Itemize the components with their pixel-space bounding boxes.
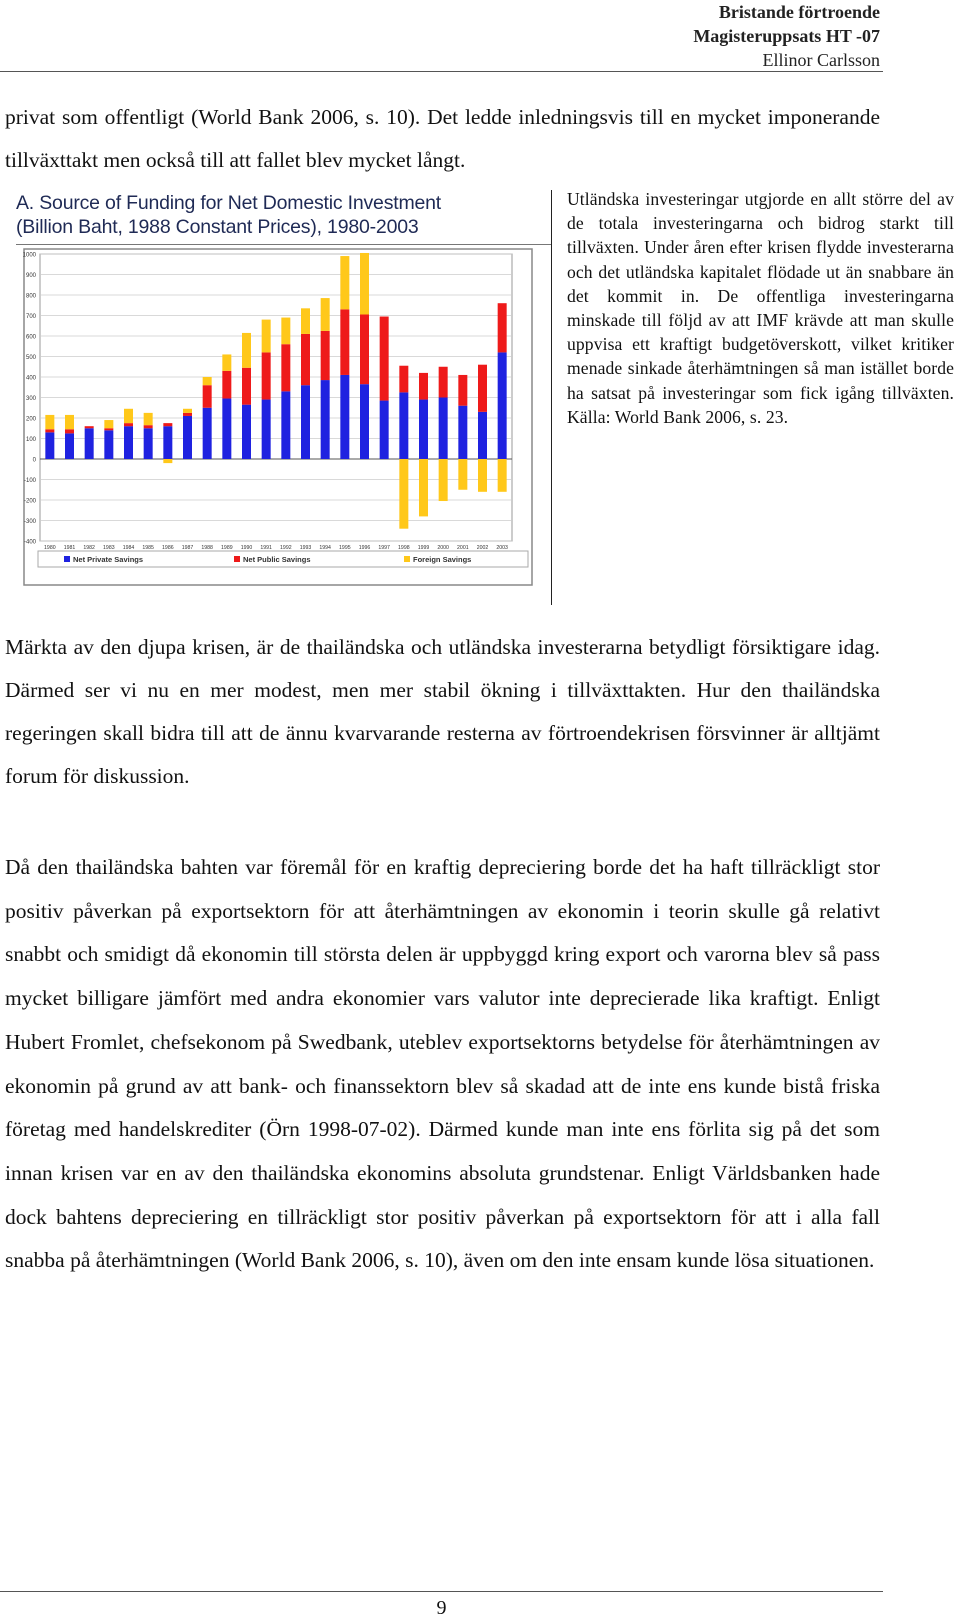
x-tick-label: 2001 <box>457 545 469 551</box>
bar-segment <box>419 400 428 459</box>
x-tick-label: 1999 <box>417 545 430 551</box>
y-tick-label: 100 <box>25 437 36 443</box>
bar-segment <box>163 426 172 459</box>
bar-segment <box>478 365 487 412</box>
y-tick-label: 500 <box>25 355 36 361</box>
bar-segment <box>124 426 133 459</box>
bar-segment <box>262 320 271 353</box>
bar-segment <box>163 459 172 463</box>
bar-segment <box>222 399 231 459</box>
bar-segment <box>498 459 507 492</box>
y-tick-label: 0 <box>32 457 36 464</box>
bar-segment <box>301 385 310 459</box>
bar-segment <box>439 367 448 398</box>
bar-segment <box>340 375 349 459</box>
x-tick-label: 1982 <box>83 545 95 551</box>
bar-segment <box>163 423 172 426</box>
header-subtitle: Magisteruppsats HT -07 <box>693 26 880 46</box>
bar-segment <box>262 352 271 399</box>
bar-segment <box>144 425 153 428</box>
bar-segment <box>45 432 54 459</box>
bar-segment <box>340 256 349 309</box>
x-tick-label: 1981 <box>63 545 76 551</box>
bar-segment <box>458 459 467 490</box>
bar-segment <box>85 426 94 428</box>
bar-segment <box>321 298 330 331</box>
x-tick-label: 1987 <box>181 545 194 551</box>
running-header <box>693 0 880 72</box>
bar-segment <box>242 333 251 368</box>
chart-title: A. Source of Funding for Net Domestic Investment <box>16 192 442 214</box>
y-tick-label: 300 <box>25 396 36 402</box>
y-tick-label: -400 <box>23 539 36 546</box>
legend-swatch <box>64 556 70 562</box>
chart-title-rule <box>16 244 551 245</box>
bar-segment <box>104 420 113 428</box>
bar-segment <box>262 400 271 459</box>
y-tick-label: 1000 <box>22 252 36 259</box>
chart-figure <box>12 192 552 604</box>
x-tick-label: 1980 <box>44 545 56 551</box>
legend-swatch <box>404 556 410 562</box>
chart-subtitle: (Billion Baht, 1988 Constant Prices), 1980-2003 <box>16 216 419 238</box>
bar-segment <box>380 317 389 401</box>
bar-segment <box>478 459 487 492</box>
bar-segment <box>419 459 428 516</box>
bar-segment <box>242 405 251 459</box>
x-tick-label: 1995 <box>339 545 351 551</box>
y-tick-label: 700 <box>25 314 36 320</box>
bar-segment <box>124 409 133 423</box>
bar-segment <box>144 428 153 459</box>
bar-segment <box>360 384 369 459</box>
y-tick-label: 400 <box>25 375 36 382</box>
bar-segment <box>360 314 369 384</box>
bar-segment <box>301 308 310 334</box>
y-tick-label: -100 <box>23 478 36 484</box>
x-tick-label: 2003 <box>496 545 508 551</box>
x-tick-label: 1991 <box>260 545 272 551</box>
paragraph-top: privat som offentligt (World Bank 2006, s. 10). Det ledde inledningsvis till en mycket imponerande tillväxttakt men också till att fallet blev mycket långt. <box>5 105 880 172</box>
bar-segment <box>281 391 290 459</box>
bar-segment <box>104 430 113 459</box>
bar-segment <box>340 309 349 375</box>
y-tick-label: 200 <box>25 416 36 423</box>
page-number: 9 <box>436 1597 447 1619</box>
bar-segment <box>203 377 212 385</box>
x-tick-label: 2000 <box>437 545 449 551</box>
bar-segment <box>439 459 448 501</box>
bar-segment <box>222 371 231 399</box>
x-tick-label: 1990 <box>240 545 253 551</box>
y-tick-label: 600 <box>25 334 36 341</box>
bar-segment <box>45 415 54 429</box>
legend-label: Foreign Savings <box>413 555 472 564</box>
legend-label: Net Private Savings <box>73 555 144 564</box>
column-divider <box>551 190 552 605</box>
header-title: Bristande förtroende <box>718 2 880 22</box>
legend-swatch <box>234 556 240 562</box>
bar-segment <box>144 413 153 425</box>
bar-segment <box>183 416 192 459</box>
bar-segment <box>124 423 133 426</box>
x-tick-label: 1985 <box>142 545 154 551</box>
bar-segment <box>203 385 212 408</box>
x-tick-label: 1989 <box>221 545 233 551</box>
x-tick-label: 1983 <box>103 545 115 551</box>
bar-segment <box>498 303 507 352</box>
x-tick-label: 1992 <box>280 545 292 551</box>
bar-segment <box>222 354 231 370</box>
bar-segment <box>65 433 74 459</box>
y-tick-label: -300 <box>23 519 36 525</box>
bar-segment <box>85 428 94 459</box>
x-tick-label: 2002 <box>476 545 489 551</box>
bar-segment <box>281 318 290 345</box>
bar-segment <box>183 409 192 413</box>
x-tick-label: 1996 <box>358 545 371 551</box>
bar-segment <box>183 413 192 416</box>
y-tick-label: 800 <box>25 293 36 300</box>
bar-segment <box>45 429 54 432</box>
bar-segment <box>242 368 251 405</box>
bar-segment <box>380 401 389 459</box>
x-tick-label: 1984 <box>122 545 135 551</box>
bar-segment <box>321 380 330 459</box>
x-tick-label: 1997 <box>378 545 390 551</box>
bar-segment <box>458 375 467 406</box>
paragraph-mid: Märkta av den djupa krisen, är de thailändska och utländska investerarna betydligt försiktigare idag. Därmed ser vi nu en mer modest, men mer stabil ökning i tillväxttakten. Hur den thailändska regeringen skall bidra till att de ännu kvarvarande resterna av förtroendekrisen försvinner är alltjämt forum för diskussion. <box>5 635 880 788</box>
x-tick-label: 1994 <box>319 545 331 551</box>
funding-chart <box>12 248 552 590</box>
paragraph-side: Utländska investeringar utgjorde en allt större del av de totala investeringarna och bidrog starkt till tillväxten. Under åren efter krisen flydde investerarna och det utländska kapitalet flödade ut än snabbare än det kommit in. De offentliga investeringarna minskade till följd av att IMF krävde att man skulle uppvisa ett kraftigt budgetöverskott, vilket kritiker menade sinkade återhämtningen så man istället borde ha satsat på investeringar som fick igång tillväxten. Källa: World Bank 2006, s. 23. <box>567 189 954 427</box>
bar-segment <box>439 398 448 460</box>
header-author: Ellinor Carlsson <box>762 50 880 70</box>
bar-segment <box>458 406 467 459</box>
bar-segment <box>360 253 369 315</box>
bar-segment <box>419 373 428 400</box>
y-tick-label: 900 <box>25 273 36 279</box>
x-tick-label: 1986 <box>162 545 174 551</box>
paragraph-low: Då den thailändska bahten var föremål för en kraftig depreciering borde det ha haft tillräckligt stor positiv påverkan på exportsektorn för att återhämtningen av ekonomin i teorin skulle gå relativt snabbt och smidigt då ekonomin till största delen är uppbyggd kring export och varorna blev så pass mycket billigare jämfört med andra ekonomier vars valutor inte deprecierade lika kraftigt. Enligt Hubert Fromlet, chefsekonom på Swedbank, uteblev exportsektorns betydelse för återhämtningen av ekonomin på grund av att bank- och finanssektorn blev så skadad att de inte ens kunde bistå friska företag med handelskrediter (Örn 1998-07-02). Därmed kunde man inte ens förlita sig på det som innan krisen var en av den thailändska ekonomins absoluta grundstenar. Enligt Världsbanken hade dock bahtens depreciering en tillräckligt stor positiv påverkan på exportsektorn för att i alla fall snabba på återhämtningen (World Bank 2006, s. 10), även om den inte ensam kunde lösa situationen. <box>5 855 880 1273</box>
header-divider <box>0 71 883 72</box>
bar-segment <box>65 429 74 433</box>
legend-label: Net Public Savings <box>243 555 311 564</box>
bar-segment <box>301 334 310 385</box>
x-tick-label: 1988 <box>201 545 213 551</box>
footer-divider <box>0 1591 883 1592</box>
bar-segment <box>321 331 330 380</box>
x-tick-label: 1993 <box>299 545 312 551</box>
x-tick-label: 1998 <box>398 545 410 551</box>
bar-segment <box>399 366 408 393</box>
bar-segment <box>498 352 507 459</box>
bar-segment <box>399 459 408 529</box>
bar-segment <box>203 408 212 459</box>
bar-segment <box>281 344 290 391</box>
bar-segment <box>478 412 487 459</box>
bar-segment <box>104 428 113 430</box>
bar-segment <box>399 392 408 459</box>
y-tick-label: -200 <box>23 498 36 505</box>
bar-segment <box>65 415 74 429</box>
